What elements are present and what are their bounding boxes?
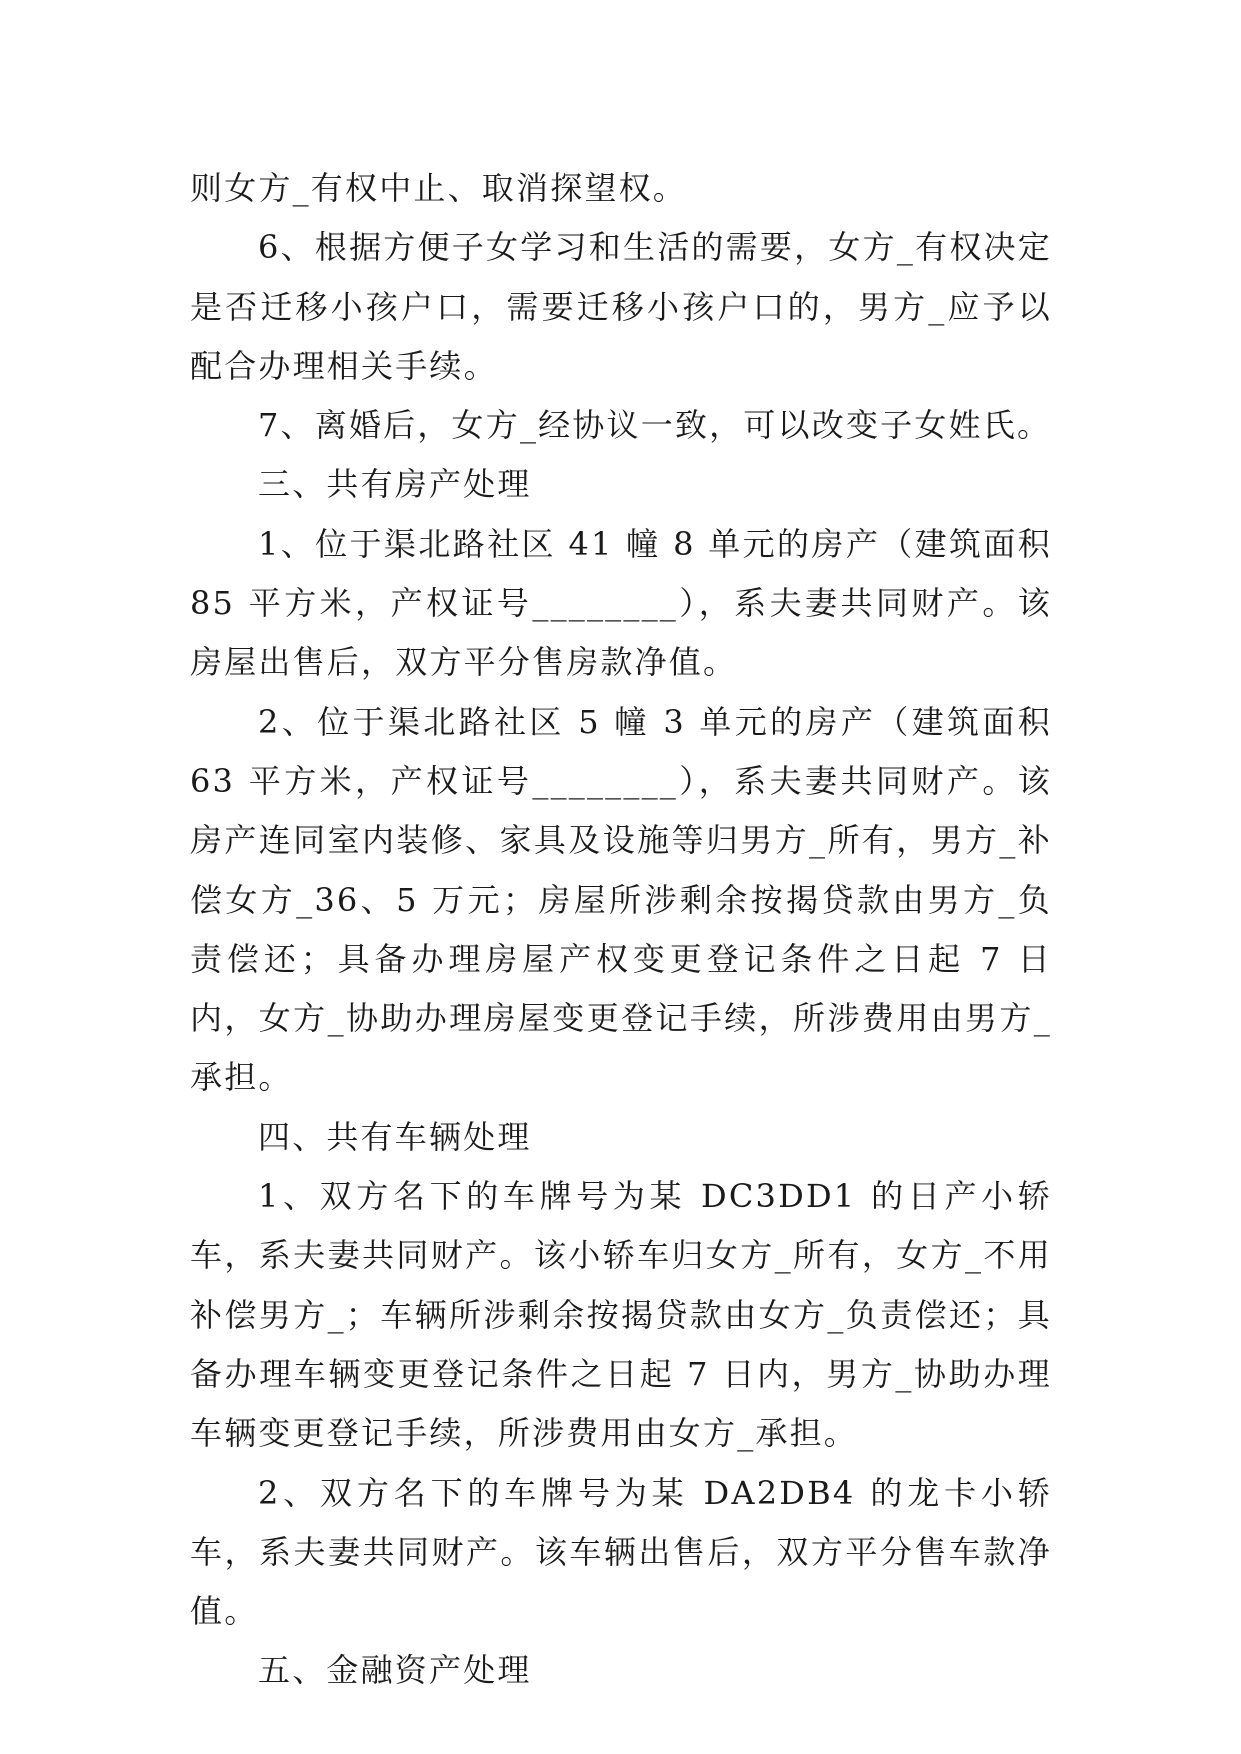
section-heading-shared-property: 三、共有房产处理 xyxy=(258,465,532,504)
paragraph-property-1: 1、位于渠北路社区 41 幢 8 单元的房产（建筑面积 85 平方米，产权证号________），系夫妻共同财产。该房屋出售后，双方平分售房款净值。 xyxy=(190,524,1052,682)
section-heading-financial-assets: 五、金融资产处理 xyxy=(258,1651,532,1690)
paragraph-vehicle-1: 1、双方名下的车牌号为某 DC3DD1 的日产小轿车，系夫妻共同财产。该小轿车归女方_所有，女方_不用补偿男方_；车辆所涉剩余按揭贷款由女方_负责偿还；具备办理车辆变更登记条件之日起 7 日内，男方_协助办理车辆变更登记手续，所涉费用由女方_承担。 xyxy=(190,1177,1052,1453)
paragraph-item-7-surname-change: 7、离婚后，女方_经协议一致，可以改变子女姓氏。 xyxy=(258,406,1052,445)
paragraph-vehicle-2: 2、双方名下的车牌号为某 DA2DB4 的龙卡小轿车，系夫妻共同财产。该车辆出售后，双方平分售车款净值。 xyxy=(190,1473,1052,1631)
paragraph-property-2: 2、位于渠北路社区 5 幢 3 单元的房产（建筑面积 63 平方米，产权证号________），系夫妻共同财产。该房产连同室内装修、家具及设施等归男方_所有，男方_补偿女方_36、5 万元；房屋所涉剩余按揭贷款由男方_负责偿还；具备办理房屋产权变更登记条件之日起 7 日内，女方_协助办理房屋变更登记手续，所涉费用由男方_承担。 xyxy=(190,702,1052,1097)
section-heading-shared-vehicles: 四、共有车辆处理 xyxy=(258,1117,532,1156)
paragraph-visitation-cancel: 则女方_有权中止、取消探望权。 xyxy=(190,169,688,207)
paragraph-item-6-household-registration: 6、根据方便子女学习和生活的需要，女方_有权决定是否迁移小孩户口，需要迁移小孩户口的，男方_应予以配合办理相关手续。 xyxy=(190,228,1052,385)
document-body xyxy=(190,159,1052,1701)
